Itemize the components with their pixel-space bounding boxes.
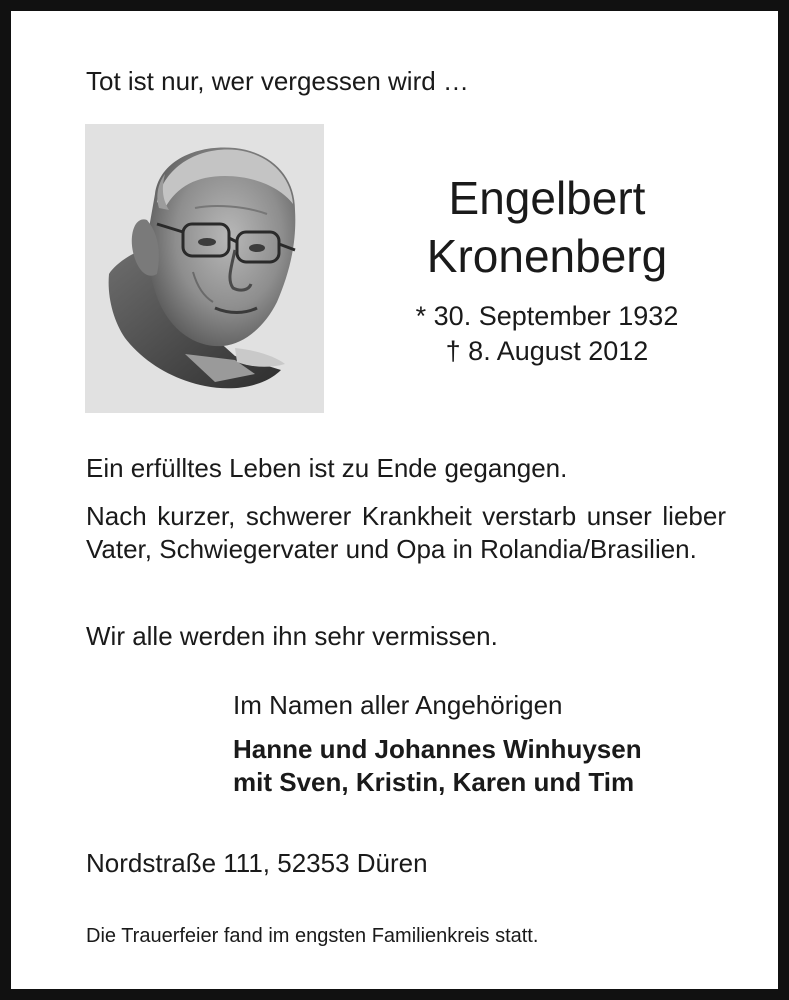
signature-block [233, 689, 642, 799]
birth-date: * 30. September 1932 [415, 301, 679, 331]
deceased-last-name: Kronenberg [426, 230, 668, 282]
funeral-footnote: Die Trauerfeier fand im engsten Familienkreis statt. [86, 925, 539, 947]
family-names [233, 733, 642, 799]
paragraph-life-ended: Ein erfülltes Leben ist zu Ende gegangen. [86, 453, 568, 483]
life-dates [383, 299, 711, 369]
motto-line: Tot ist nur, wer vergessen wird … [86, 66, 469, 96]
portrait-photo [85, 124, 324, 413]
deceased-block [383, 169, 711, 369]
family-line-2: mit Sven, Kristin, Karen und Tim [233, 767, 635, 797]
portrait-photo-icon [85, 124, 324, 413]
address-line: Nordstraße 111, 52353 Düren [86, 848, 428, 878]
paragraph-death-circumstances: Nach kurzer, schwerer Krankheit verstarb unser lieber Vater, Schwiegervater und Opa in Rolandia/Brasilien. [86, 501, 726, 564]
deceased-first-name: Engelbert [448, 172, 646, 224]
death-date: † 8. August 2012 [445, 336, 649, 366]
paragraph-will-miss: Wir alle werden ihn sehr vermissen. [86, 621, 498, 651]
signature-intro: Im Namen aller Angehörigen [233, 690, 563, 720]
family-line-1: Hanne und Johannes Winhuysen [233, 734, 642, 764]
